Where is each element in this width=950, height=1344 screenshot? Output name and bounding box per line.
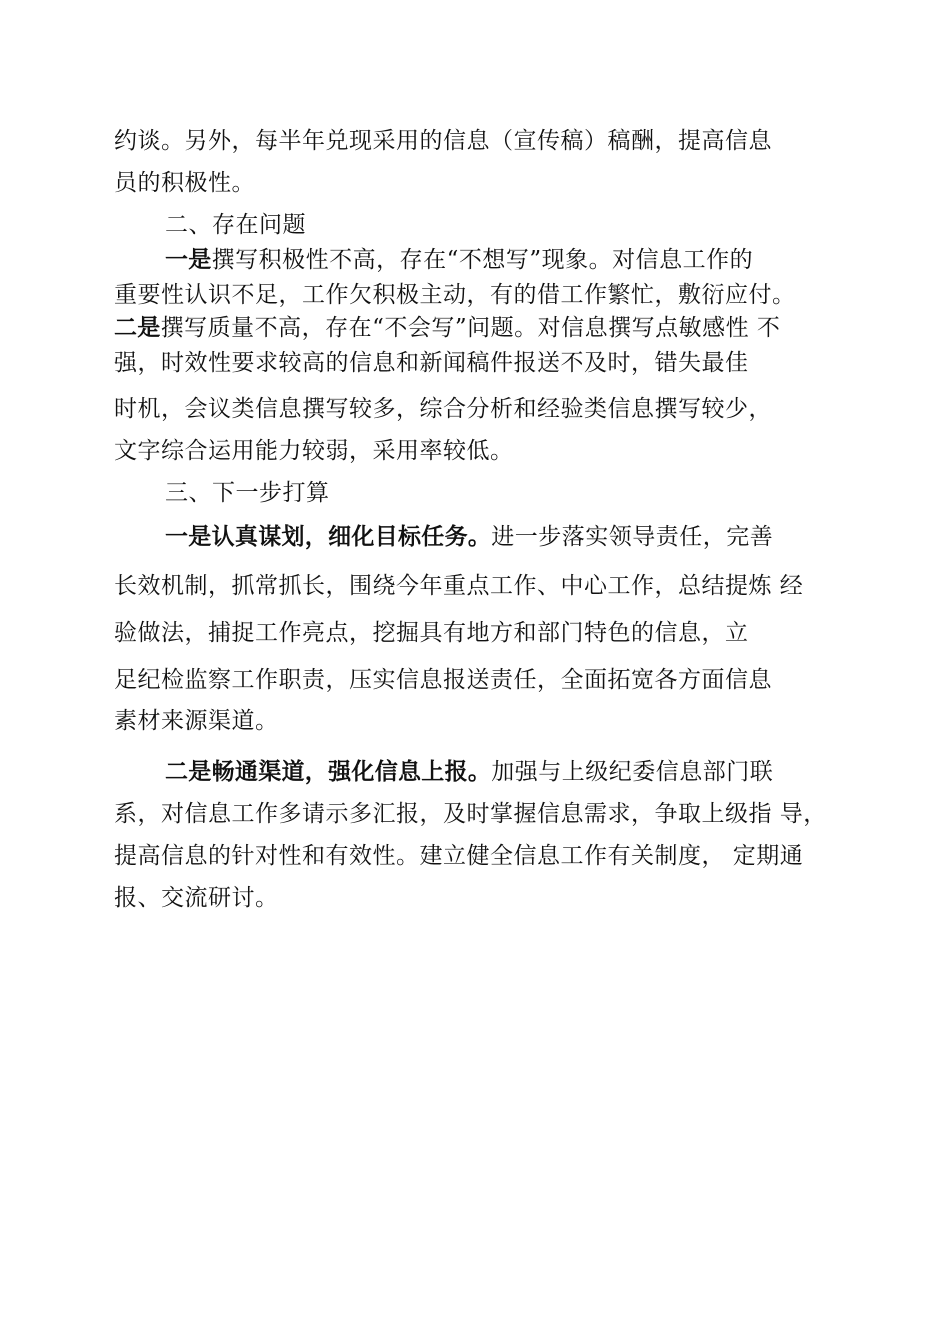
text-line: 时机，会议类信息撰写较多，综合分析和经验类信息撰写较少， [114, 396, 772, 422]
paragraph-text: 撰写质量不高，存在“不会写”问题。对信息撰写点敏感性 不 [160, 315, 781, 341]
text-line: 强，时效性要求较高的信息和新闻稿件报送不及时，错失最佳 [114, 350, 749, 376]
section-heading-next-steps: 三、下一步打算 [165, 480, 330, 506]
text-line: 素材来源渠道。 [114, 708, 279, 734]
text-line: 约谈。另外，每半年兑现采用的信息（宣传稿）稿酬，提高信息 [114, 128, 772, 154]
text-line: 文字综合运用能力较弱，采用率较低。 [114, 438, 514, 464]
text-line: 提高信息的针对性和有效性。建立健全信息工作有关制度， 定期通 [114, 843, 804, 869]
text-line: 长效机制，抓常抓长，围绕今年重点工作、中心工作，总结提炼 经 [114, 573, 804, 599]
paragraph-text: 撰写积极性不高，存在“不想写”现象。对信息工作的 [211, 247, 754, 273]
text-line: 验做法，捕捉工作亮点，挖掘具有地方和部门特色的信息，立 [114, 620, 749, 646]
paragraph-first-plan [165, 526, 773, 549]
paragraph-second-problem [114, 317, 780, 340]
paragraph-first-problem [165, 249, 753, 272]
paragraph-text: 进一步落实领导责任，完善 [491, 524, 774, 550]
text-line: 重要性认识不足，工作欠积极主动，有的借工作繁忙，敷衍应付。 [114, 282, 796, 308]
paragraph-lead: 一是 [165, 247, 212, 273]
paragraph-lead: 二是 [114, 315, 161, 341]
paragraph-second-plan [165, 761, 773, 784]
text-line: 报、交流研讨。 [114, 885, 279, 911]
text-line: 足纪检监察工作职责，压实信息报送责任，全面拓宽各方面信息 [114, 667, 772, 693]
text-line: 系，对信息工作多请示多汇报，及时掌握信息需求，争取上级指 导， [114, 801, 827, 827]
paragraph-lead: 一是认真谋划，细化目标任务。 [165, 524, 492, 550]
text-line: 员的积极性。 [114, 170, 255, 196]
paragraph-lead: 二是畅通渠道，强化信息上报。 [165, 759, 492, 785]
paragraph-text: 加强与上级纪委信息部门联 [491, 759, 774, 785]
section-heading-problems: 二、存在问题 [165, 212, 306, 238]
